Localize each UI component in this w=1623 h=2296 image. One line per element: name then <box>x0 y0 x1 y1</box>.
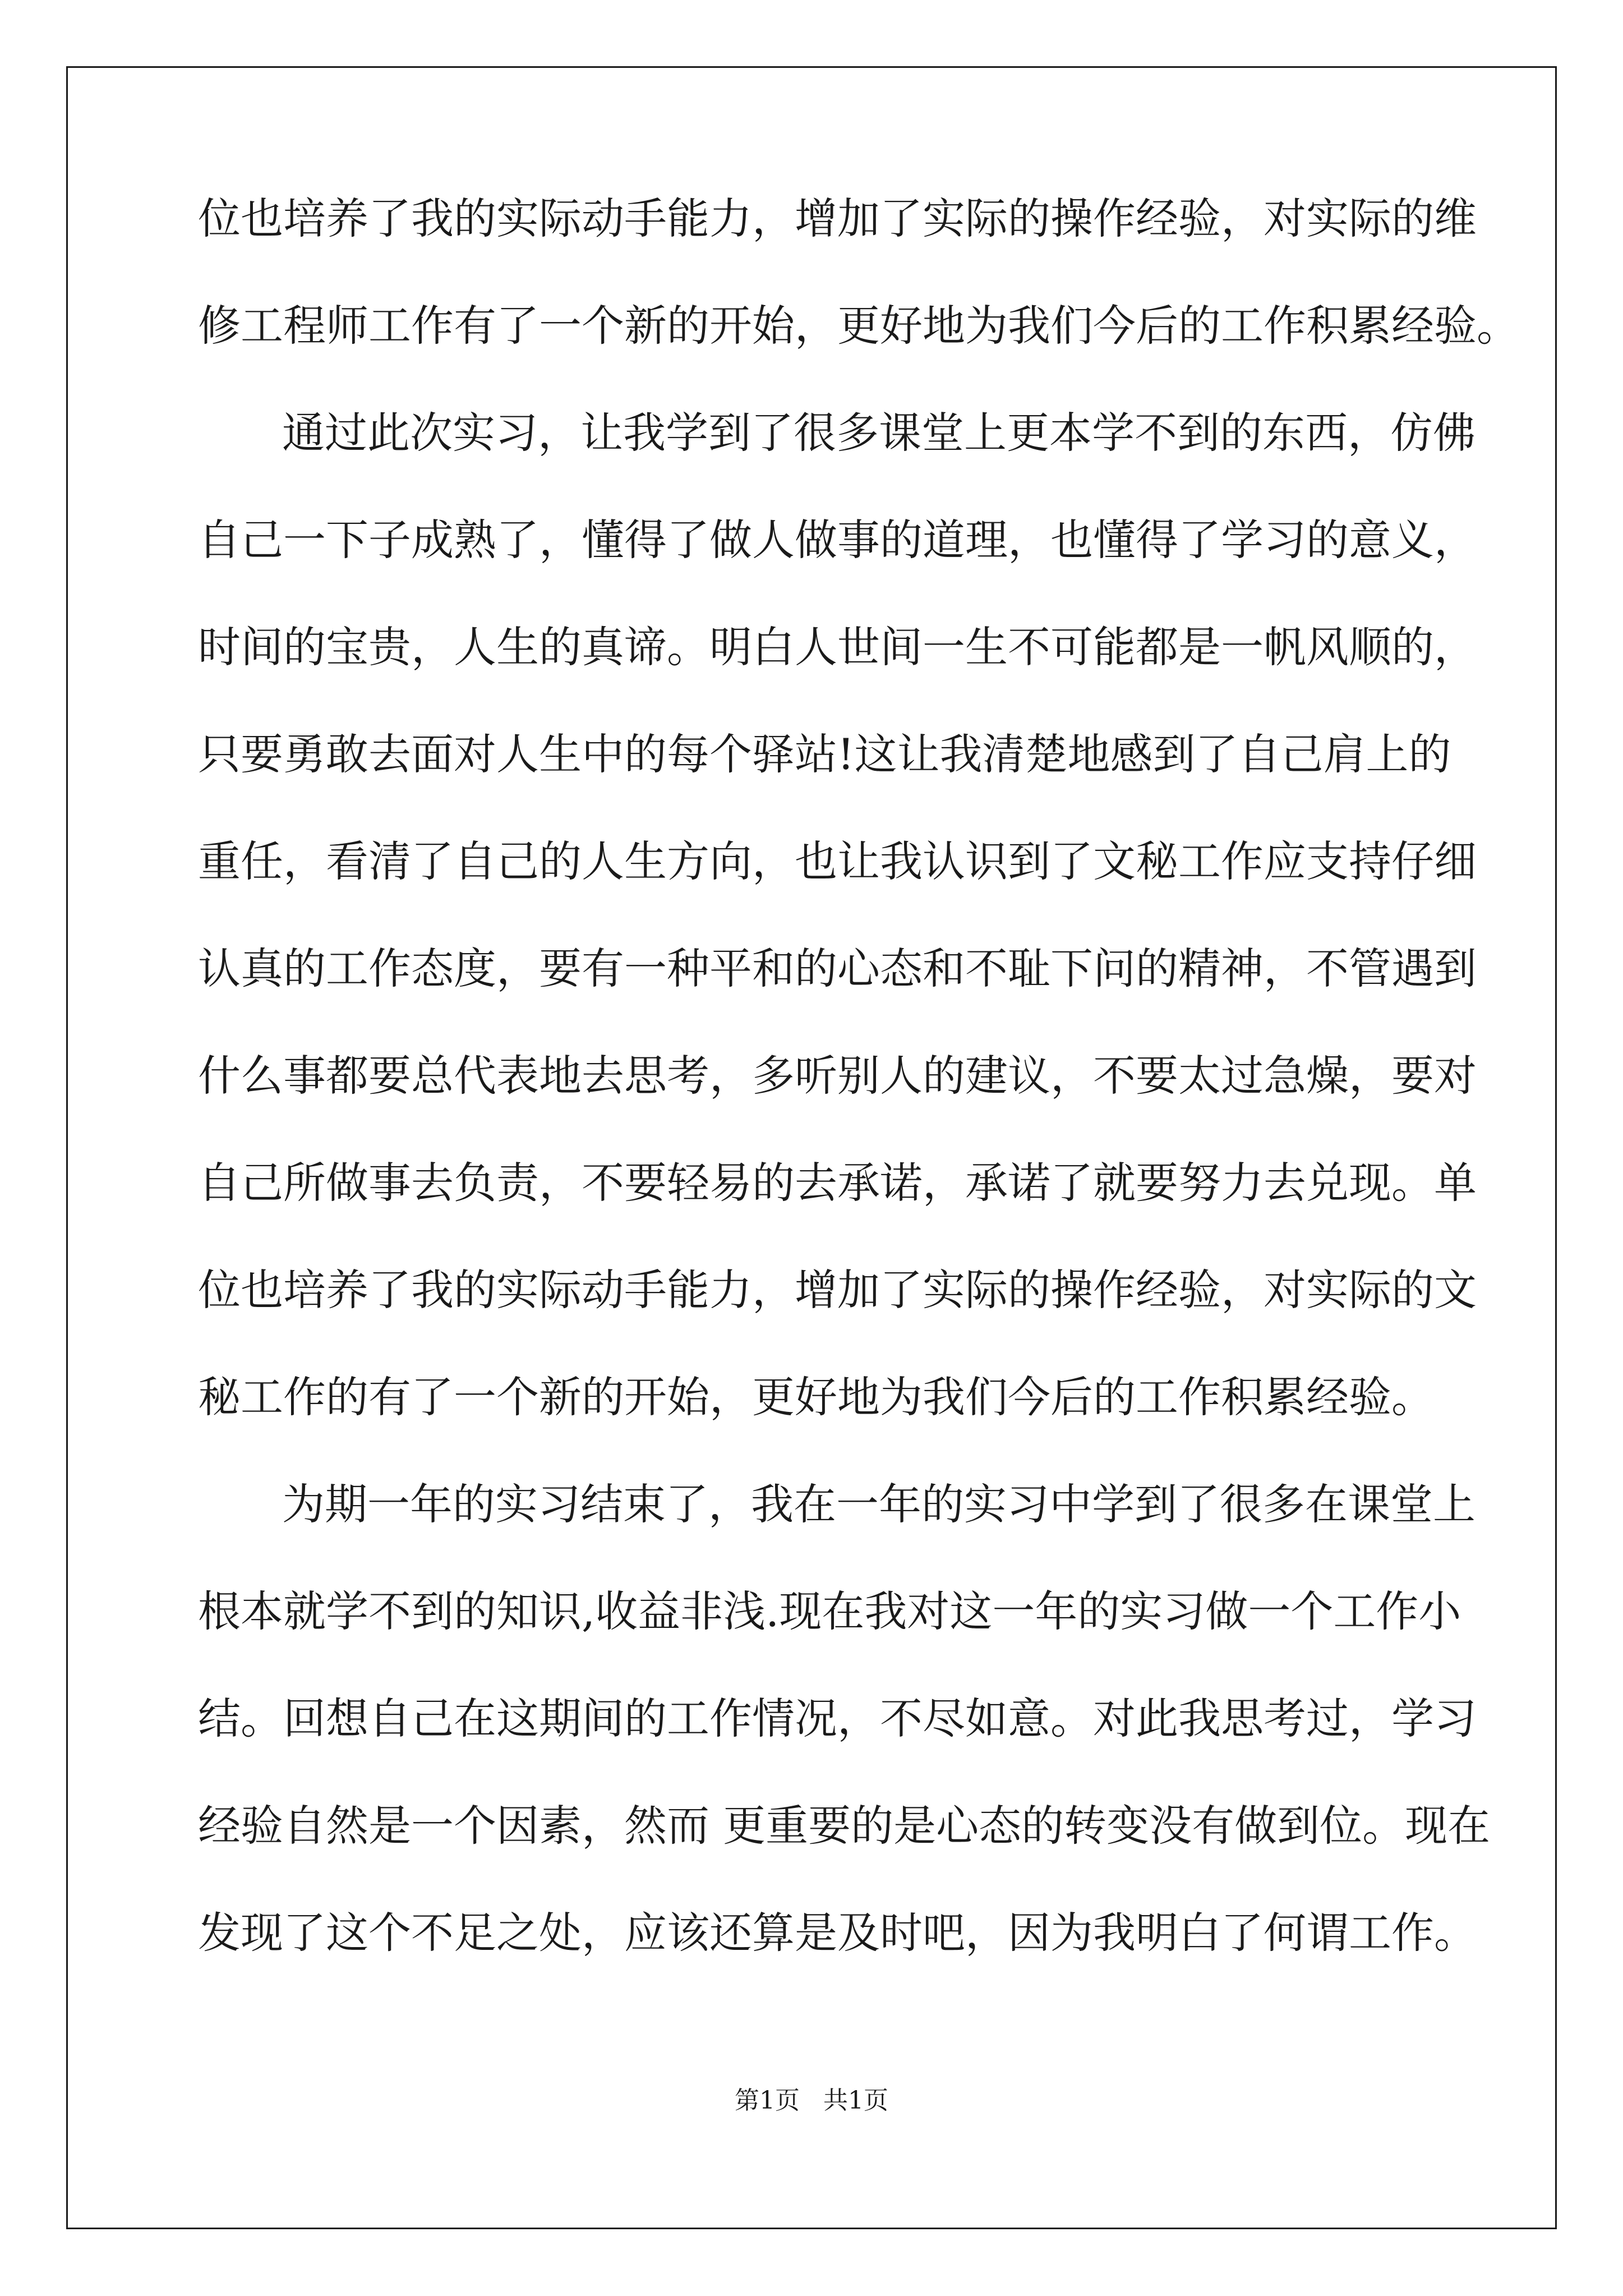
text-line: 秘工作的有了一个新的开始，更好地为我们今后的工作积累经验。 <box>198 1372 1434 1422</box>
text-line: 结。回想自己在这期间的工作情况，不尽如意。对此我思考过，学习 <box>198 1694 1477 1743</box>
text-line: 根本就学不到的知识,收益非浅.现在我对这一年的实习做一个工作小 <box>198 1586 1461 1636</box>
text-line: 发现了这个不足之处，应该还算是及时吧，因为我明白了何谓工作。 <box>198 1908 1477 1958</box>
document-body <box>198 194 1519 2018</box>
text-line: 只要勇敢去面对人生中的每个驿站!这让我清楚地感到了自己肩上的 <box>198 729 1451 779</box>
text-line: 什么事都要总代表地去思考，多听别人的建议，不要太过急燥，要对 <box>198 1051 1477 1101</box>
text-line: 通过此次实习，让我学到了很多课堂上更本学不到的东西，仿佛 <box>282 408 1476 458</box>
text-line: 为期一年的实习结束了，我在一年的实习中学到了很多在课堂上 <box>282 1479 1476 1529</box>
text-line: 经验自然是一个因素，然而 更重要的是心态的转变没有做到位。现在 <box>198 1801 1491 1851</box>
text-line: 修工程师工作有了一个新的开始，更好地为我们今后的工作积累经验。 <box>198 301 1519 351</box>
text-line: 时间的宝贵，人生的真谛。明白人世间一生不可能都是一帆风顺的， <box>198 622 1477 672</box>
text-line: 自己一下子成熟了，懂得了做人做事的道理，也懂得了学习的意义， <box>198 515 1477 565</box>
text-line: 位也培养了我的实际动手能力，增加了实际的操作经验，对实际的维 <box>198 194 1477 243</box>
text-line: 重任，看清了自己的人生方向，也让我认识到了文秘工作应支持仔细 <box>198 836 1477 886</box>
text-line: 自己所做事去负责，不要轻易的去承诺，承诺了就要努力去兑现。单 <box>198 1158 1477 1208</box>
text-line: 位也培养了我的实际动手能力，增加了实际的操作经验，对实际的文 <box>198 1265 1477 1315</box>
page-number-footer: 第1页 共1页 <box>735 2086 888 2115</box>
text-line: 认真的工作态度，要有一种平和的心态和不耻下问的精神，不管遇到 <box>198 944 1477 993</box>
